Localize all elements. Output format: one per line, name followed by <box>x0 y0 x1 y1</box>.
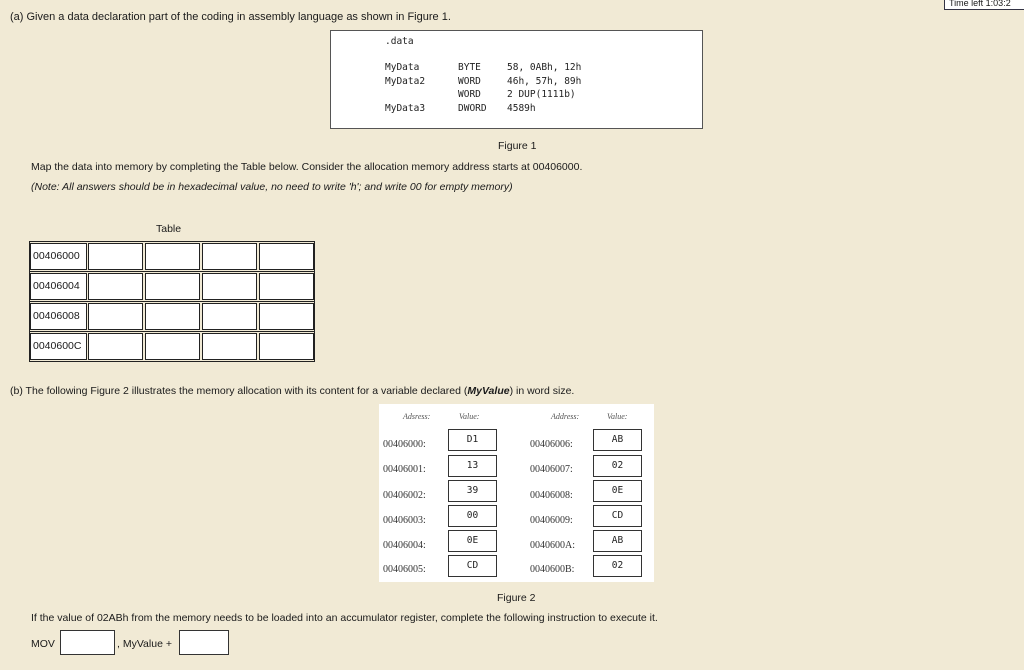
part-b-intro-suffix: ) in word size. <box>509 385 575 397</box>
answer-cell[interactable] <box>145 303 200 330</box>
code-type: WORD <box>458 76 481 87</box>
table-title: Table <box>156 223 182 235</box>
code-label: MyData2 <box>385 76 426 87</box>
code-label: MyData <box>385 62 420 73</box>
memory-address: 00406006: <box>530 439 573 450</box>
figure1-code-box <box>330 30 703 129</box>
memory-address: 00406004: <box>383 540 426 551</box>
code-operands: 46h, 57h, 89h <box>507 76 582 87</box>
memory-value: D1 <box>448 429 497 451</box>
memory-address: 00406002: <box>383 490 426 501</box>
answer-cell[interactable] <box>145 273 200 300</box>
memory-address: 0040600A: <box>530 540 575 551</box>
memory-address: 00406007: <box>530 464 573 475</box>
part-b-variable: MyValue <box>467 385 510 397</box>
code-operands: 58, 0ABh, 12h <box>507 62 582 73</box>
row-address: 0040600C <box>30 333 87 360</box>
answer-cell[interactable] <box>88 333 143 360</box>
answer-cell[interactable] <box>145 333 200 360</box>
memory-value: CD <box>448 555 497 577</box>
header-value: Value: <box>607 412 628 421</box>
memory-value: CD <box>593 505 642 527</box>
code-operands: 2 DUP(1111b) <box>507 89 576 100</box>
header-address: Adsress: <box>403 412 431 421</box>
header-value: Value: <box>459 412 480 421</box>
code-type: WORD <box>458 89 481 100</box>
memory-value: AB <box>593 530 642 552</box>
timer-text: Time left 1:03:2 <box>949 0 1011 8</box>
answer-cell[interactable] <box>259 303 314 330</box>
memory-value: 13 <box>448 455 497 477</box>
memory-value: 00 <box>448 505 497 527</box>
part-a-note: (Note: All answers should be in hexadecimal value, no need to write 'h'; and write 00 for empty memory) <box>31 181 513 193</box>
figure1-caption: Figure 1 <box>498 140 537 152</box>
answer-cell[interactable] <box>259 243 314 270</box>
row-address: 00406008 <box>30 303 87 330</box>
header-address: Address: <box>551 412 580 421</box>
figure2-memory-map <box>379 404 654 582</box>
memory-address: 0040600B: <box>530 564 575 575</box>
row-address: 00406004 <box>30 273 87 300</box>
memory-address: 00406005: <box>383 564 426 575</box>
answer-cell[interactable] <box>202 333 257 360</box>
mov-middle-text: , MyValue + <box>117 638 172 650</box>
memory-value: 02 <box>593 555 642 577</box>
part-b-question: If the value of 02ABh from the memory needs to be loaded into an accumulator register, complete the following instruction to execute it. <box>31 612 658 624</box>
answer-cell[interactable] <box>145 243 200 270</box>
answer-cell[interactable] <box>202 243 257 270</box>
memory-value: 39 <box>448 480 497 502</box>
memory-address: 00406000: <box>383 439 426 450</box>
memory-value: 0E <box>448 530 497 552</box>
memory-address: 00406009: <box>530 515 573 526</box>
figure2-caption: Figure 2 <box>497 592 536 604</box>
code-label: MyData3 <box>385 103 426 114</box>
memory-address: 00406003: <box>383 515 426 526</box>
code-section: .data <box>385 36 414 47</box>
mov-destination-input[interactable] <box>60 630 115 655</box>
answer-cell[interactable] <box>259 333 314 360</box>
part-b-intro-prefix: (b) The following Figure 2 illustrates the memory allocation with its content for a variable declared ( <box>10 385 468 397</box>
mov-label: MOV <box>31 638 55 650</box>
answer-cell[interactable] <box>88 243 143 270</box>
part-a-intro: (a) Given a data declaration part of the coding in assembly language as shown in Figure 1. <box>10 11 451 23</box>
code-operands: 4589h <box>507 103 536 114</box>
memory-value: AB <box>593 429 642 451</box>
part-b-intro <box>10 385 574 397</box>
part-a-instruction: Map the data into memory by completing the Table below. Consider the allocation memory address starts at 00406000. <box>31 161 583 173</box>
row-address: 00406000 <box>30 243 87 270</box>
memory-address: 00406001: <box>383 464 426 475</box>
answer-cell[interactable] <box>88 303 143 330</box>
answer-cell[interactable] <box>202 273 257 300</box>
answer-cell[interactable] <box>259 273 314 300</box>
answer-cell[interactable] <box>202 303 257 330</box>
code-type: DWORD <box>458 103 487 114</box>
memory-value: 02 <box>593 455 642 477</box>
answer-cell[interactable] <box>88 273 143 300</box>
memory-address: 00406008: <box>530 490 573 501</box>
timer-box <box>944 0 1024 10</box>
mov-offset-input[interactable] <box>179 630 229 655</box>
code-type: BYTE <box>458 62 481 73</box>
memory-value: 0E <box>593 480 642 502</box>
